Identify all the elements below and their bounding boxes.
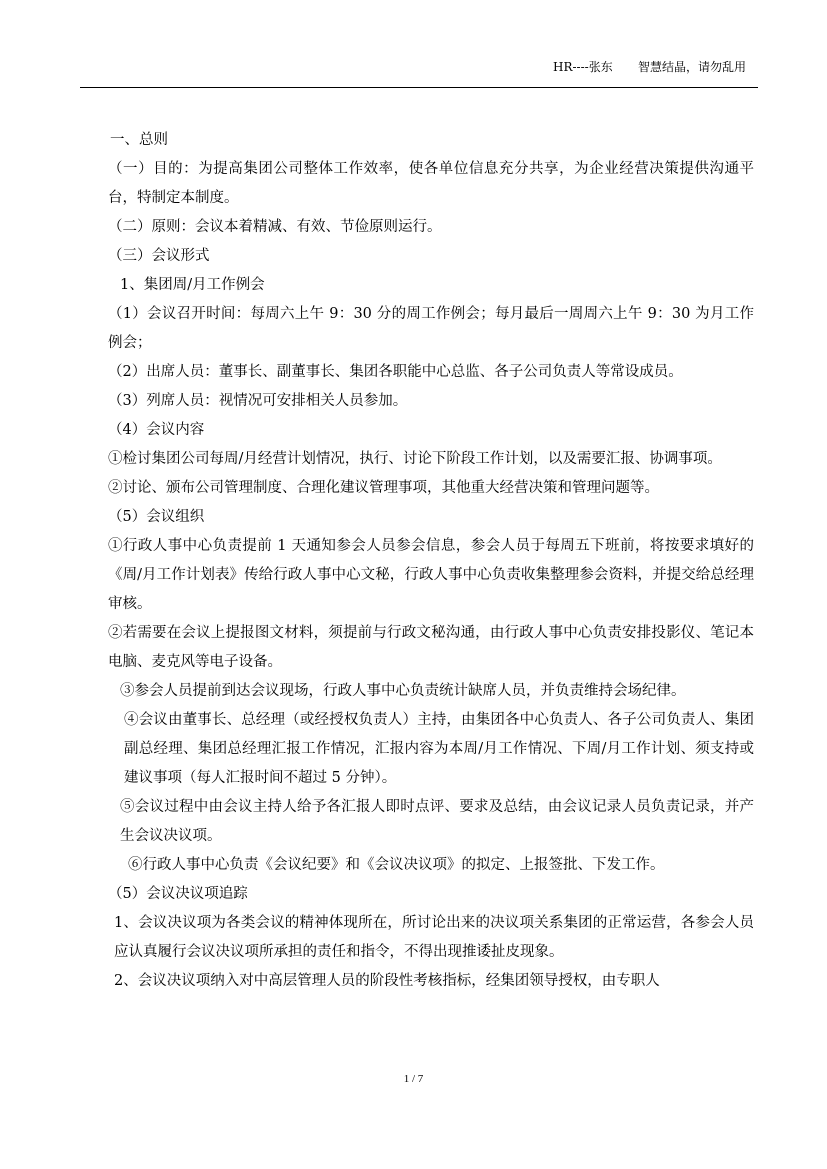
paragraph: 1、会议决议项为各类会议的精神体现所在，所讨论出来的决议项关系集团的正常运营，各参会人员应认真履行会议决议项所承担的责任和指令，不得出现推诿扯皮现象。 <box>114 915 754 960</box>
paragraph: 1、集团周/月工作例会 <box>120 277 265 293</box>
paragraph: （一）目的：为提高集团公司整体工作效率，使各单位信息充分共享，为企业经营决策提供沟通平台，特制定本制度。 <box>108 161 754 206</box>
paragraph: （3）列席人员：视情况可安排相关人员参加。 <box>108 393 408 409</box>
paragraph: ⑥行政人事中心负责《会议纪要》和《会议决议项》的拟定、上报签批、下发工作。 <box>128 857 665 873</box>
paragraph: ④会议由董事长、总经理（或经授权负责人）主持，由集团各中心负责人、各子公司负责人、集团副总经理、集团总经理汇报工作情况，汇报内容为本周/月工作情况、下周/月工作计划、须支持或建议事项（每人汇报时间不超过 5 分钟）。 <box>124 712 754 786</box>
paragraph: ⑤会议过程中由会议主持人给予各汇报人即时点评、要求及总结，由会议记录人员负责记录，并产生会议决议项。 <box>120 799 754 844</box>
paragraph: （5）会议决议项追踪 <box>108 886 248 902</box>
paragraph: ③参会人员提前到达会议现场，行政人事中心负责统计缺席人员，并负责维持会场纪律。 <box>120 683 686 699</box>
page-number: 1 / 7 <box>403 1073 424 1085</box>
document-body <box>80 126 754 996</box>
header-divider <box>80 87 758 88</box>
header-author: HR----张东 <box>553 60 613 74</box>
paragraph: ①行政人事中心负责提前 1 天通知参会人员参会信息，参会人员于每周五下班前，将按要求填好的《周/月工作计划表》传给行政人事中心文秘，行政人事中心负责收集整理参会资料，并提交给总经理审核。 <box>108 538 754 612</box>
paragraph: （二）原则：会议本着精减、有效、节俭原则运行。 <box>108 219 442 235</box>
paragraph: （4）会议内容 <box>108 422 205 438</box>
header-slogan: 智慧结晶，请勿乱用 <box>638 60 747 74</box>
paragraph: （5）会议组织 <box>108 509 205 525</box>
section-heading: 一、总则 <box>110 132 168 148</box>
paragraph: ②若需要在会议上提报图文材料，须提前与行政文秘沟通，由行政人事中心负责安排投影仪、笔记本电脑、麦克风等电子设备。 <box>108 625 754 670</box>
paragraph: 2、会议决议项纳入对中高层管理人员的阶段性考核指标，经集团领导授权，由专职人 <box>114 973 660 989</box>
paragraph: （1）会议召开时间：每周六上午 9：30 分的周工作例会；每月最后一周周六上午 9：30 为月工作例会； <box>108 306 754 351</box>
paragraph: （三）会议形式 <box>108 248 210 264</box>
paragraph: （2）出席人员：董事长、副董事长、集团各职能中心总监、各子公司负责人等常设成员。 <box>108 364 683 380</box>
paragraph: ①检讨集团公司每周/月经营计划情况，执行、讨论下阶段工作计划，以及需要汇报、协调事项。 <box>108 451 722 467</box>
paragraph: ②讨论、颁布公司管理制度、合理化建议管理事项，其他重大经营决策和管理问题等。 <box>108 480 659 496</box>
